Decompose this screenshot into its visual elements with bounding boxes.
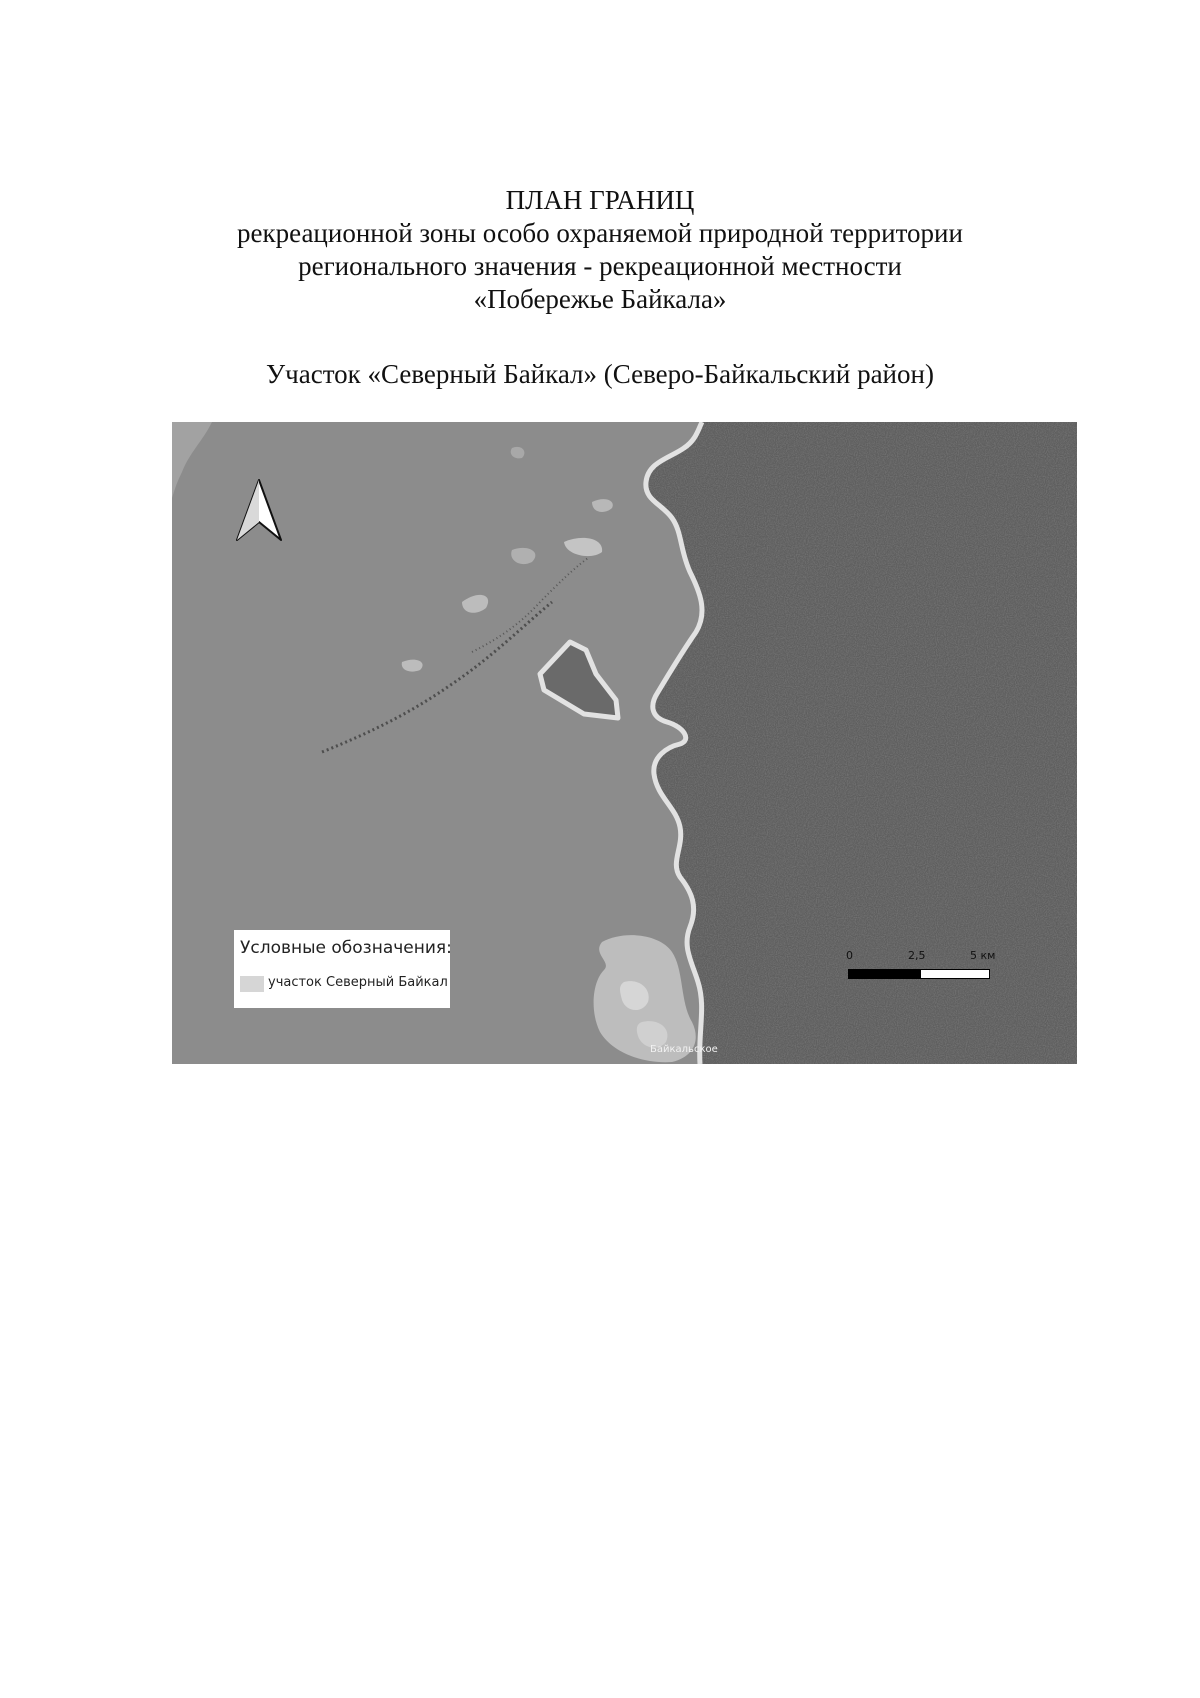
legend-item-severny-baikal: участок Северный Байкал: [268, 975, 448, 990]
plan-subtitle: Участок «Северный Байкал» (Северо-Байкальский район): [266, 359, 934, 389]
scale-label-5: 5 км: [970, 949, 996, 962]
legend-swatch-severny-baikal: [240, 976, 264, 992]
north-arrow-icon: [234, 478, 284, 544]
plan-title-block: [0, 184, 1200, 316]
place-label-baikalskoe: Байкальское: [650, 1044, 718, 1055]
scale-segment-black: [848, 969, 920, 979]
plan-title-line-1: ПЛАН ГРАНИЦ: [505, 185, 695, 215]
scale-label-2-5: 2,5: [908, 949, 926, 962]
scale-bar: [846, 949, 996, 989]
plan-title-line-4: «Побережье Байкала»: [473, 284, 727, 314]
plan-title-line-3: регионального значения - рекреационной местности: [298, 251, 902, 281]
scale-label-0: 0: [846, 949, 853, 962]
scale-segment-white: [920, 969, 990, 979]
boundary-map: [172, 422, 1077, 1064]
map-legend: [234, 930, 450, 1008]
plan-title-line-2: рекреационной зоны особо охраняемой природной территории: [237, 218, 963, 248]
legend-title: Условные обозначения:: [240, 938, 452, 958]
